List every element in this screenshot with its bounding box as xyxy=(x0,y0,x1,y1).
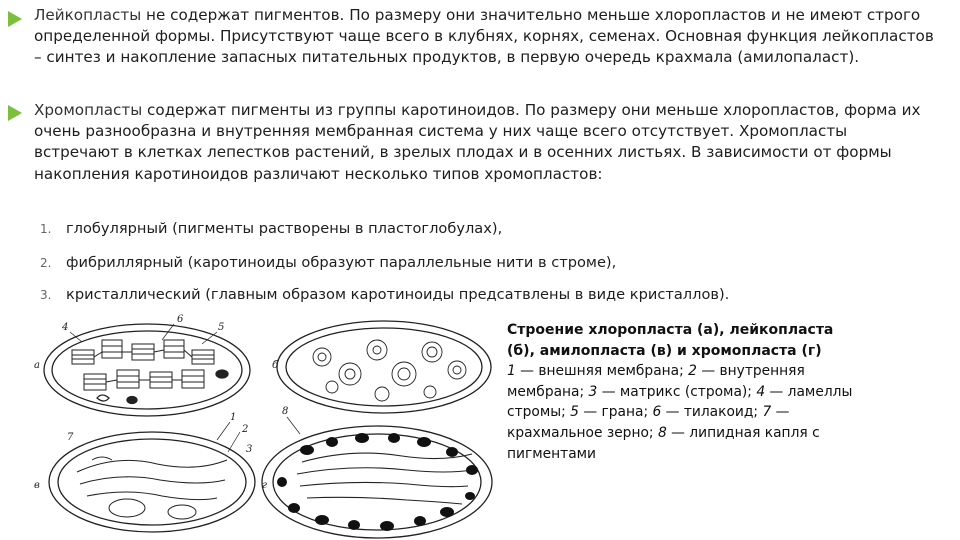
amyloplast-drawing xyxy=(49,432,255,532)
page-margin xyxy=(0,312,30,540)
figure-label-2: 2 xyxy=(242,424,249,435)
chloroplast-drawing xyxy=(44,324,250,416)
caption-title: Строение хлоропласта (а), лейкопласта (б), амилопласта (в) и хромопласта (г) xyxy=(507,322,834,359)
list-number: 3. xyxy=(40,288,52,302)
list-number: 1. xyxy=(40,222,52,236)
figure-label-4: 4 xyxy=(62,322,69,333)
figure-label-7: 7 xyxy=(67,432,74,443)
list-item xyxy=(40,220,920,237)
figure-label-a: а xyxy=(34,360,40,371)
figure-label-g: г xyxy=(262,480,268,491)
figure-label-v: в xyxy=(34,480,40,491)
paragraph-chromoplasts xyxy=(34,100,934,185)
bullet-arrow-icon xyxy=(5,103,29,123)
paragraph-leucoplasts xyxy=(34,5,934,69)
paragraph-text: не содержат пигментов. По размеру они значительно меньше хлоропластов и не имеют строго определенной формы. Присутствуют чаще всего в клубнях, корнях, семенах. Основная функция лейкопластов – синтез и накопление запасных питательных продуктов, в первую очередь крахмала (амилопаласт). xyxy=(34,6,934,67)
figure-label-8: 8 xyxy=(282,406,289,417)
list-number: 2. xyxy=(40,256,52,270)
figure-label-1: 1 xyxy=(230,412,237,423)
figure-label-3: 3 xyxy=(246,444,253,455)
paragraph-text: содержат пигменты из группы каротиноидов. По размеру они меньше хлоропластов, форма их очень разнообразна и внутренняя мембранная система у них чаще всего отсутствует. Хромопласты встречают в клетках лепестков растений, в зрелых плодах и в осенних листьях. В зависимости от формы накопления каротиноидов различают несколько типов хромопластов: xyxy=(34,101,921,183)
figure-label-b: б xyxy=(272,360,279,371)
figure-caption xyxy=(507,320,857,464)
list-item-text: фибриллярный (каротиноиды образуют параллельные нити в строме), xyxy=(66,254,617,271)
list-item-text: кристаллический (главным образом каротиноиды предсатвлены в виде кристаллов). xyxy=(66,286,730,303)
list-item xyxy=(40,254,920,271)
chromoplast-drawing xyxy=(262,426,492,538)
list-item-text: глобулярный (пигменты растворены в пластоглобулах), xyxy=(66,220,503,237)
plastid-structure-figure xyxy=(32,312,504,540)
figure-label-5: 5 xyxy=(218,322,225,333)
caption-legend: 1 — внешняя мембрана; 2 — внутренняя мембрана; 3 — матрикс (строма); 4 — ламеллы стромы; 5 — грана; 6 — тилакоид; 7 — крахмальное зерно; 8 — липидная капля с пигментами xyxy=(507,363,853,462)
bullet-arrow-icon xyxy=(5,9,29,29)
term-leucoplasts: Лейкопласты xyxy=(34,6,142,24)
list-item xyxy=(40,286,920,303)
term-chromoplasts: Хромопласты xyxy=(34,101,143,119)
leucoplast-drawing xyxy=(277,321,491,413)
figure-label-6: 6 xyxy=(177,314,184,325)
